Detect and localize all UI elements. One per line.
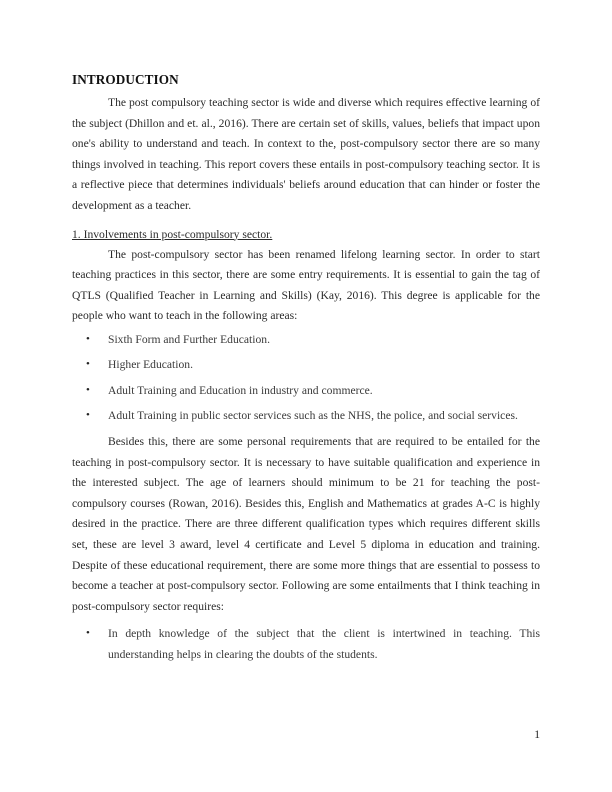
- list-item-text: Adult Training in public sector services such as the NHS, the police, and social services.: [108, 409, 518, 423]
- list-item: [72, 355, 540, 375]
- intro-paragraph: The post compulsory teaching sector is wide and diverse which requires effective learning of the subject (Dhillon and et. al., 2016). There are certain set of skills, values, beliefs that impact upon one's ability to understand and teach. In context to the, post-compulsory sector there are so many things involved in teaching. This report covers these entails in post-compulsory teaching sector. It is a reflective piece that determines individuals' beliefs around education that can hinder or foster the development as a teacher.: [72, 96, 540, 212]
- list-item: [72, 330, 540, 350]
- bullet-icon: •: [86, 627, 90, 640]
- list-item: [72, 406, 540, 426]
- list-item: [72, 381, 540, 401]
- involvements-paragraph: The post-compulsory sector has been renamed lifelong learning sector. In order to start teaching practices in this sector, there are some entry requirements. It is essential to gain the tag of QTLS (Qualified Teacher in Learning and Skills) (Kay, 2016). This degree is applicable for the people who want to teach in the following areas:: [72, 247, 540, 323]
- list-item-text: Adult Training and Education in industry and commerce.: [108, 383, 373, 397]
- bullet-icon: •: [86, 409, 90, 422]
- page-number: 1: [534, 728, 540, 741]
- page-content: [72, 71, 540, 671]
- list-item-text: Sixth Form and Further Education.: [108, 332, 270, 346]
- list-item-text: In depth knowledge of the subject that the client is intertwined in teaching. This understanding helps in clearing the doubts of the students.: [108, 627, 540, 661]
- requirements-paragraph: Besides this, there are some personal requirements that are required to be entailed for the teaching in post-compulsory sector. It is necessary to have suitable qualification and experience in the interested subject. The age of learners should minimum to be 21 for teaching the post-compulsory courses (Rowan, 2016). Besides this, English and Mathematics at grades A-C is highly desired in the practice. There are three different qualification types which requires different skills set, these are level 3 award, level 4 certificate and Level 5 diploma in education and training. Despite of these educational requirement, there are some more things that are essential to possess to become a teacher at post-compulsory sector. Following are some entailments that I think teaching in post-compulsory sector requires:: [72, 434, 540, 613]
- bullet-icon: •: [86, 332, 90, 345]
- list-item: [72, 624, 540, 665]
- teaching-areas-list: [72, 330, 540, 426]
- entailments-list: [72, 624, 540, 665]
- section-heading-introduction: INTRODUCTION: [72, 72, 179, 87]
- bullet-icon: •: [86, 383, 90, 396]
- bullet-icon: •: [86, 358, 90, 371]
- list-item-text: Higher Education.: [108, 358, 193, 372]
- section-heading-involvements: 1. Involvements in post-compulsory sector.: [72, 227, 273, 241]
